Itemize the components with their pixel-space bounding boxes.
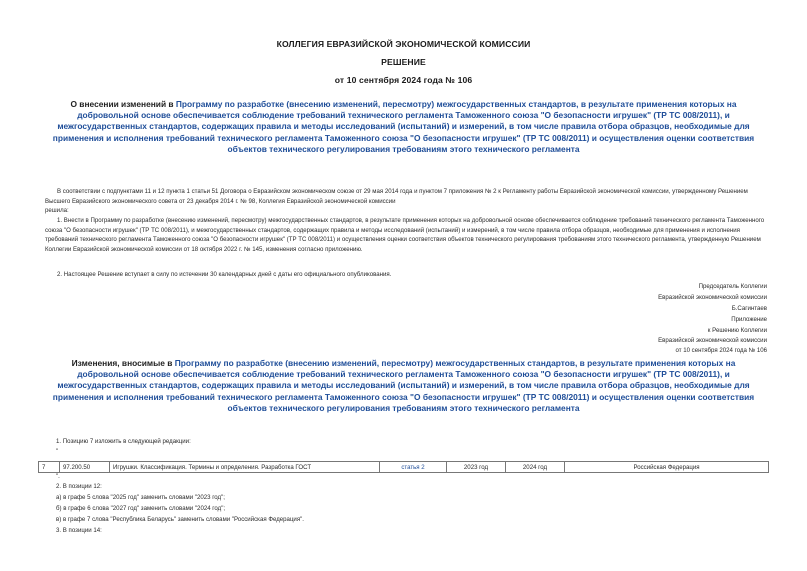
- position-table: [38, 461, 769, 473]
- program-link[interactable]: Программу по разработке (внесению изменений, пересмотру) межгосударственных стандартов, в результате применения которых на добровольной основе обеспечивается соблюдение требований технического регламента Таможенного союза "О безопасности игрушек" (ТР ТС 008/2011), и межгосударственных стандартов, содержащих правила и методы исследований (испытаний) и измерений, в том числе правила отбора образцов, необходимые для применения и исполнения требований технического регламента Таможенного союза "О безопасности игрушек" (ТР ТС 008/2011) и осуществления оценки соответствия объектов технического регулирования требованиям этого технического регламента: [52, 99, 755, 154]
- cell-country: Российская Федерация: [565, 462, 769, 473]
- appendix-program-link[interactable]: Программу по разработке (внесению изменений, пересмотру) межгосударственных стандартов, в результате применения которых на добровольной основе обеспечивается соблюдение требований технического регламента Таможенного союза "О безопасности игрушек" (ТР ТС 008/2011), и межгосударственных стандартов, содержащих правила и методы исследований (испытаний) и измерений, в том числе правила отбора образцов, необходимые для применения и исполнения требований технического регламента Таможенного союза "О безопасности игрушек" (ТР ТС 008/2011) и осуществления оценки соответствия объектов технического регулирования требованиям этого технического регламента: [52, 358, 755, 413]
- cell-start: 2023 год: [447, 462, 506, 473]
- change-2: 2. В позиции 12:: [56, 483, 102, 490]
- change-3: 3. В позиции 14:: [56, 527, 102, 534]
- item-2: 2. Настоящее Решение вступает в силу по истечении 30 календарных дней с даты его официального опубликования.: [57, 271, 392, 278]
- cell-code: 97.200.50: [60, 462, 110, 473]
- doc-type: РЕШЕНИЕ: [381, 57, 426, 67]
- decision-title: [40, 99, 767, 155]
- quote-open: ": [56, 448, 59, 455]
- quote-close: ".: [56, 473, 60, 480]
- appendix-label: Приложение: [731, 316, 767, 323]
- org-name: КОЛЛЕГИЯ ЕВРАЗИЙСКОЙ ЭКОНОМИЧЕСКОЙ КОМИССИИ: [276, 39, 531, 49]
- appendix-date: от 10 сентября 2024 года № 106: [675, 347, 767, 354]
- change-2b: б) в графе 6 слова "2027 год" заменить словами "2024 год";: [56, 505, 226, 512]
- cell-end: 2024 год: [506, 462, 565, 473]
- appendix-org: Евразийской экономической комиссии: [658, 337, 767, 344]
- change-2c: в) в графе 7 слова "Республика Беларусь" заменить словами "Российская Федерация".: [56, 516, 304, 523]
- decided-label: решила:: [45, 207, 69, 214]
- cell-article-link[interactable]: статья 2: [380, 462, 447, 473]
- title-prefix: О внесении изменений в: [70, 99, 176, 109]
- appendix-title: [40, 358, 767, 414]
- item-1: 1. Внести в Программу по разработке (внесению изменений, пересмотру) межгосударственных стандартов, в результате применения которых на добровольной основе обеспечивается соблюдение требований технического регламента Таможенного союза "О безопасности игрушек" (ТР ТС 008/2011), и межгосударственных стандартов, содержащих правила и методы исследований (испытаний) и измерений, в том числе правила отбора образцов, необходимые для применения и исполнения требований технического регламента Таможенного союза "О безопасности игрушек" (ТР ТС 008/2011) и осуществления оценки соответствия объектов технического регулирования требованиям этого технического регламента, утвержденную Решением Коллегии Евразийской экономической комиссии от 18 октября 2022 г. № 145, изменения согласно приложению.: [45, 217, 765, 254]
- change-1: 1. Позицию 7 изложить в следующей редакции:: [56, 438, 191, 445]
- cell-name: Игрушки. Классификация. Термины и определения. Разработка ГОСТ: [110, 462, 380, 473]
- change-2a: а) в графе 5 слова "2025 год" заменить словами "2023 год";: [56, 494, 225, 501]
- signature-name: Б.Сагинтаев: [731, 305, 767, 312]
- appendix-title-prefix: Изменения, вносимые в: [71, 358, 175, 368]
- table-row: [39, 462, 769, 473]
- doc-date: от 10 сентября 2024 года № 106: [334, 75, 473, 85]
- cell-num: 7: [39, 462, 60, 473]
- signature-position: Председатель Коллегии: [698, 283, 767, 290]
- preamble: В соответствии с подпунктами 11 и 12 пункта 1 статьи 51 Договора о Евразийском экономическом союзе от 29 мая 2014 года и пунктом 7 приложения № 2 к Регламенту работы Евразийской экономической комиссии, утвержденному Решением Высшего Евразийского экономического совета от 23 декабря 2014 г. № 98, Коллегия Евразийской экономической комиссии: [45, 188, 748, 205]
- signature-org: Евразийской экономической комиссии: [658, 294, 767, 301]
- appendix-ref: к Решению Коллегии: [707, 327, 767, 334]
